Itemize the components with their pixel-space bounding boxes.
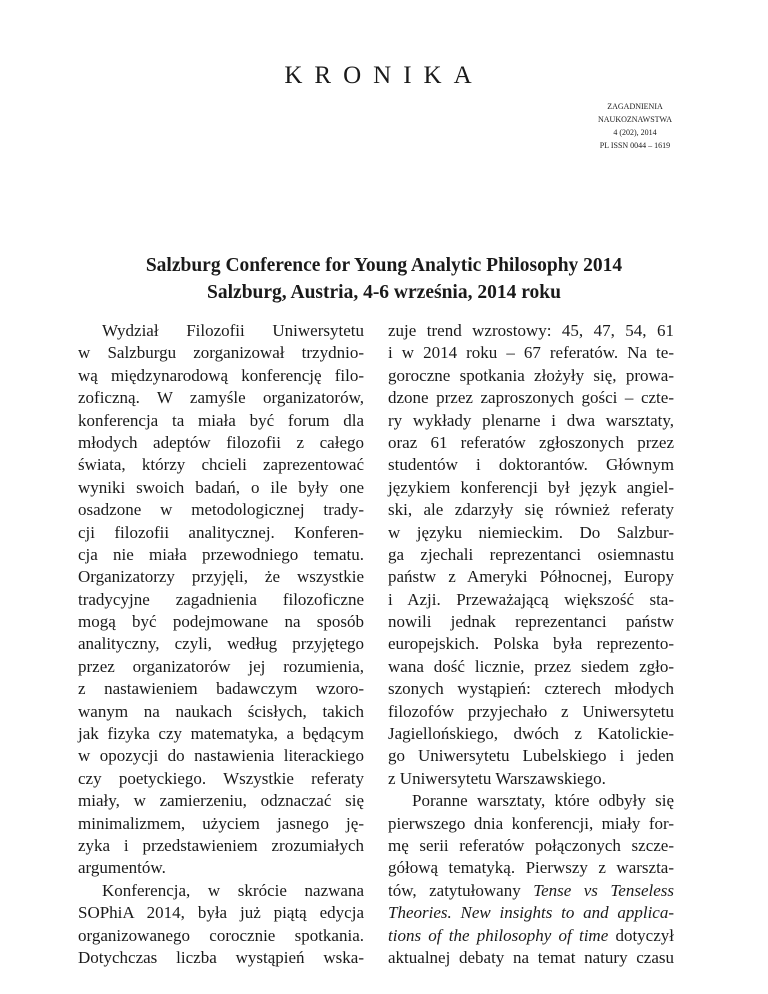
text-line: [388, 768, 674, 790]
text-line: [388, 880, 674, 902]
text-line: [388, 947, 674, 969]
text-segment: osadzone w metodologicznej trady-: [78, 500, 364, 520]
text-segment: aktualnej debaty na temat natury czasu: [388, 947, 674, 967]
text-line: [78, 365, 364, 387]
text-line: [388, 745, 674, 767]
text-line: [388, 410, 674, 432]
text-line: [388, 723, 674, 745]
text-segment: analityczny, czyli, według przyjętego: [78, 634, 364, 654]
text-segment: Poranne warsztaty, które odbyły się: [412, 791, 674, 811]
text-segment: zuje trend wzrostowy: 45, 47, 54, 61: [388, 321, 674, 340]
article-title-line-2: Salzburg, Austria, 4-6 września, 2014 roku: [207, 282, 561, 303]
text-segment: argumentów.: [78, 858, 166, 878]
journal-name-line-2: NAUKOZNAWSTWA: [597, 115, 672, 124]
text-segment: w języku niemieckim. Do Salzbur-: [388, 522, 674, 542]
journal-meta: [575, 100, 695, 152]
text-line: [388, 656, 674, 678]
text-line: [388, 544, 674, 566]
text-line: [78, 477, 364, 499]
text-segment: Wydział Filozofii Uniwersytetu: [102, 321, 364, 340]
text-line: [388, 432, 674, 454]
italic-title-segment: tions of the philosophy of time: [388, 925, 609, 945]
text-segment: z nastawieniem badawczym wzoro-: [78, 679, 364, 699]
text-segment: mogą być podejmowane na sposób: [78, 612, 364, 632]
text-segment: szonych wystąpień: czterech młodych: [388, 679, 674, 699]
text-segment: studentów i doktorantów. Głównym: [388, 455, 674, 475]
text-segment: wyniki swoich badań, o ile były one: [78, 477, 364, 497]
italic-title-segment: Tense vs Tenseless: [533, 880, 674, 900]
text-segment: gółową tematyką. Pierwszy z warszta-: [388, 858, 674, 878]
text-segment: zyka i przedstawieniem zrozumiałych: [78, 835, 364, 855]
journal-name-line-1: ZAGADNIENIA: [607, 102, 663, 111]
text-segment: z Uniwersytetu Warszawskiego.: [388, 768, 606, 788]
article-title: [0, 252, 768, 306]
text-line: [78, 701, 364, 723]
text-line: [78, 320, 364, 342]
text-segment: nowili jednak reprezentanci państw: [388, 612, 674, 632]
text-segment: ry wykłady plenarne i dwa warsztaty,: [388, 410, 674, 430]
text-line: [78, 768, 364, 790]
text-segment: Jagiellońskiego, dwóch z Katolickie-: [388, 724, 674, 744]
text-segment: pierwszego dnia konferencji, miały for-: [388, 813, 674, 833]
text-segment: filozofów przyjechało z Uniwersytetu: [388, 701, 674, 721]
text-segment: oraz 61 referatów zgłoszonych przez: [388, 432, 674, 452]
text-line: [78, 678, 364, 700]
text-line: [388, 633, 674, 655]
text-line: [388, 925, 674, 947]
article-title-line-1: Salzburg Conference for Young Analytic Philosophy 2014: [145, 255, 623, 276]
text-line: [388, 589, 674, 611]
text-line: [388, 813, 674, 835]
text-line: [78, 633, 364, 655]
text-segment: cji filozofii analitycznej. Konferen-: [78, 522, 364, 542]
text-line: [78, 857, 364, 879]
text-segment: czy poetyckiego. Wszystkie referaty: [78, 768, 364, 788]
text-segment: państw z Ameryki Północnej, Europy: [388, 567, 674, 587]
text-line: [388, 678, 674, 700]
text-line: [78, 790, 364, 812]
text-line: [78, 925, 364, 947]
text-segment: dotyczył: [608, 925, 674, 945]
text-line: [78, 835, 364, 857]
text-line: [78, 656, 364, 678]
text-segment: jak fizyka czy matematyka, a będącym: [78, 724, 364, 744]
text-segment: językiem konferencji był język angiel-: [388, 477, 674, 497]
text-segment: przez organizatorów jej rozumienia,: [78, 656, 364, 676]
text-segment: ga zjechali reprezentanci osiemnastu: [388, 544, 674, 564]
journal-issn: PL ISSN 0044 – 1619: [599, 141, 671, 150]
text-line: [78, 432, 364, 454]
text-segment: organizowanego corocznie spotkania.: [78, 925, 364, 945]
text-line: [388, 835, 674, 857]
text-line: [78, 589, 364, 611]
text-line: [78, 947, 364, 969]
text-line: [388, 499, 674, 521]
text-line: [388, 611, 674, 633]
text-segment: dzone przez zaproszonych gości – czte-: [388, 388, 674, 408]
text-line: [78, 410, 364, 432]
text-line: [78, 454, 364, 476]
text-line: [388, 365, 674, 387]
text-segment: Dotychczas liczba wystąpień wska-: [78, 947, 364, 967]
text-line: [388, 522, 674, 544]
text-line: [78, 522, 364, 544]
text-segment: cja nie miała przewodniego tematu.: [78, 544, 364, 564]
text-line: [388, 320, 674, 342]
text-segment: młodych adeptów filozofii z całego: [78, 432, 364, 452]
text-segment: i Azji. Przeważającą większość sta-: [388, 589, 674, 609]
text-segment: miały, w zamierzeniu, odznaczać się: [78, 791, 364, 811]
text-line: [78, 499, 364, 521]
text-segment: konferencja ta miała być forum dla: [78, 410, 364, 430]
text-segment: europejskich. Polska była reprezento-: [388, 634, 674, 654]
section-heading: KRONIKA: [284, 62, 484, 89]
text-segment: i w 2014 roku – 67 referatów. Na te-: [388, 343, 674, 363]
text-segment: mę serii referatów połączonych szcze-: [388, 835, 674, 855]
text-line: [388, 342, 674, 364]
text-segment: Organizatorzy przyjęli, że wszystkie: [78, 567, 364, 587]
text-segment: minimalizmem, użyciem jasnego ję-: [78, 813, 364, 833]
text-segment: w opozycji do nastawienia literackiego: [78, 746, 364, 766]
text-line: [78, 342, 364, 364]
text-segment: Konferencja, w skrócie nazwana: [102, 880, 364, 900]
text-line: [388, 857, 674, 879]
text-segment: go Uniwersytetu Lubelskiego i jeden: [388, 746, 674, 766]
text-segment: ski, ale zdarzyły się również referaty: [388, 500, 674, 520]
text-segment: świata, którzy chcieli zaprezentować: [78, 455, 364, 475]
text-line: [388, 477, 674, 499]
journal-issue: 4 (202), 2014: [613, 128, 657, 137]
text-segment: wana dość licznie, przez siedem zgło-: [388, 656, 674, 676]
text-line: [78, 566, 364, 588]
text-line: [78, 723, 364, 745]
text-segment: goroczne spotkania złożyły się, prowa-: [388, 365, 674, 385]
text-line: [388, 566, 674, 588]
text-line: [78, 745, 364, 767]
text-segment: w Salzburgu zorganizował trzydnio-: [78, 343, 364, 363]
text-line: [78, 544, 364, 566]
text-line: [78, 902, 364, 924]
italic-title-segment: Theories. New insights to and applica-: [388, 903, 674, 923]
right-column: [388, 320, 674, 969]
text-segment: tradycyjne zagadnienia filozoficzne: [78, 589, 364, 609]
text-segment: wanym na naukach ścisłych, takich: [78, 701, 364, 721]
text-line: [78, 880, 364, 902]
text-line: [78, 387, 364, 409]
left-column: [78, 320, 364, 969]
text-segment: tów, zatytułowany: [388, 880, 534, 900]
text-segment: SOPhiA 2014, była już piątą edycja: [78, 903, 364, 923]
text-line: [78, 611, 364, 633]
text-segment: wą międzynarodową konferencję filo-: [78, 365, 364, 385]
text-line: [388, 454, 674, 476]
text-line: [388, 790, 674, 812]
text-line: [388, 902, 674, 924]
text-line: [388, 387, 674, 409]
text-segment: zoficzną. W zamyśle organizatorów,: [78, 388, 364, 408]
text-line: [388, 701, 674, 723]
text-line: [78, 813, 364, 835]
